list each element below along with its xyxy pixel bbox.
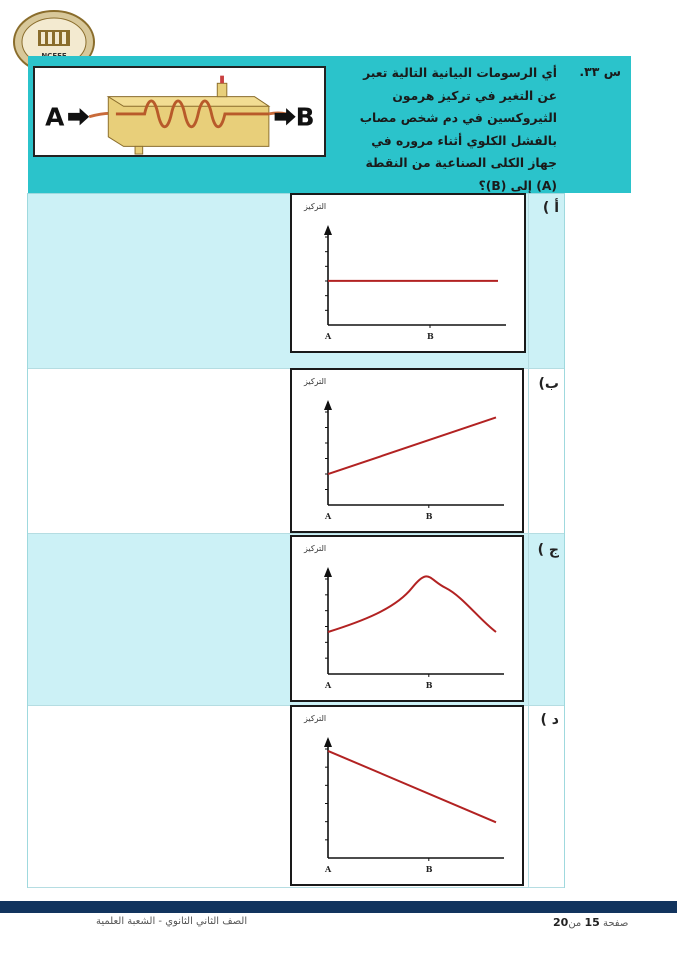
arrow-out-icon bbox=[275, 108, 296, 125]
x-tick-label-a: A bbox=[325, 680, 332, 690]
x-tick-label-b: B bbox=[427, 331, 434, 341]
page-number: 15 bbox=[584, 916, 600, 929]
artificial-kidney-diagram bbox=[33, 66, 326, 157]
y-axis-label: التركيز bbox=[304, 544, 327, 553]
graph-svg bbox=[292, 195, 524, 351]
point-b-label: B bbox=[295, 102, 315, 132]
x-tick-label-b: B bbox=[425, 511, 433, 521]
y-arrow-icon bbox=[324, 225, 332, 235]
concentration-curve bbox=[328, 576, 496, 632]
page-word: صفحة bbox=[602, 918, 629, 929]
y-arrow-icon bbox=[324, 737, 332, 747]
option-label-d[interactable]: د ) bbox=[540, 712, 559, 728]
y-axis-label: التركيز bbox=[304, 202, 327, 211]
option-label-c[interactable]: ج ) bbox=[537, 542, 559, 558]
x-tick-label-a: A bbox=[325, 511, 332, 521]
footer-grade: الصف الثاني الثانوي - الشعبة العلمية bbox=[96, 916, 248, 927]
point-a-label: A bbox=[45, 102, 65, 132]
y-axis-label: التركيز bbox=[304, 714, 327, 723]
graph-svg bbox=[292, 707, 522, 884]
footer-bar bbox=[0, 901, 677, 913]
graph-b[interactable] bbox=[290, 368, 524, 533]
y-axis-label: التركيز bbox=[304, 377, 327, 386]
x-tick-label-a: A bbox=[325, 864, 332, 874]
graph-a[interactable] bbox=[290, 193, 526, 353]
graph-c[interactable] bbox=[290, 535, 524, 702]
option-label-a[interactable]: أ ) bbox=[542, 200, 559, 216]
x-tick-label-b: B bbox=[425, 680, 433, 690]
page-total: 20 bbox=[553, 916, 569, 929]
option-label-b[interactable]: ب) bbox=[538, 376, 559, 392]
of-word: من bbox=[568, 918, 582, 929]
question-text: أي الرسومات البيانية التالية تعبر عن التغير في تركيز هرمون الثيروكسين في دم شخص مصاب بالفشل الكلوي أثناء مروره في جهاز الكلى الصناعية من النقطة (A) إلى (B)؟ bbox=[359, 66, 557, 193]
x-tick-label-a: A bbox=[325, 331, 332, 341]
graph-svg bbox=[292, 370, 522, 531]
graph-d[interactable] bbox=[290, 705, 524, 886]
y-arrow-icon bbox=[324, 567, 332, 577]
concentration-curve bbox=[328, 751, 496, 822]
graph-svg bbox=[292, 537, 522, 700]
y-arrow-icon bbox=[324, 400, 332, 410]
question-number: س ٣٣. bbox=[579, 64, 621, 79]
x-tick-label-b: B bbox=[425, 864, 433, 874]
arrow-in-icon bbox=[68, 108, 89, 125]
concentration-curve bbox=[328, 417, 496, 474]
footer-page bbox=[553, 916, 628, 929]
